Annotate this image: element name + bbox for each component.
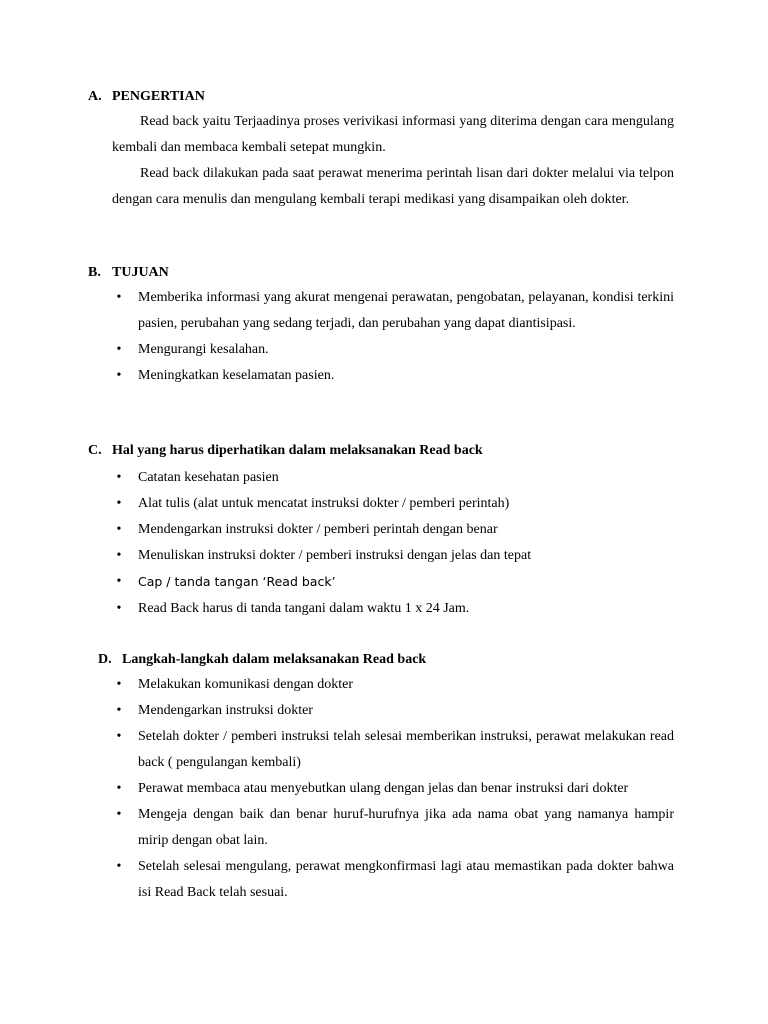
list-item-text: Setelah dokter / pemberi instruksi telah selesai memberikan instruksi, perawat melakukan read back ( pengulangan kembali)	[138, 729, 674, 770]
bullet-icon: •	[116, 574, 122, 589]
list-item	[112, 698, 674, 724]
list-item-text: Memberika informasi yang akurat mengenai perawatan, pengobatan, pelayanan, kondisi terkini pasien, perubahan yang sedang terjadi, dan perubahan yang dapat diantisipasi.	[138, 290, 674, 331]
section-a-paragraph-1: Read back yaitu Terjaadinya proses verivikasi informasi yang diterima dengan cara mengulang kembali dan membaca kembali setepat mungkin.	[112, 114, 674, 155]
section-b-letter: B.	[88, 265, 101, 280]
list-item-text: Catatan kesehatan pasien	[138, 470, 279, 485]
bullet-icon: •	[116, 677, 122, 692]
bullet-icon: •	[116, 368, 122, 383]
section-c-title: Hal yang harus diperhatikan dalam melaksanakan Read back	[112, 443, 483, 458]
list-item-text: Mendengarkan instruksi dokter / pemberi perintah dengan benar	[138, 522, 498, 537]
list-item-text: Melakukan komunikasi dengan dokter	[138, 677, 354, 692]
list-item-text: Mengurangi kesalahan.	[138, 342, 269, 357]
section-a-heading	[88, 87, 205, 107]
section-a-paragraph-2: Read back dilakukan pada saat perawat menerima perintah lisan dari dokter melalui via telpon dengan cara menulis dan mengulang kembali terapi medikasi yang disampaikan oleh dokter.	[112, 166, 674, 207]
section-d-heading	[98, 650, 426, 670]
list-item-text: Read Back harus di tanda tangani dalam waktu 1 x 24 Jam.	[138, 601, 470, 616]
list-item-text: Perawat membaca atau menyebutkan ulang dengan jelas dan benar instruksi dari dokter	[138, 781, 629, 796]
list-item	[112, 543, 674, 569]
bullet-icon: •	[116, 601, 122, 616]
list-item	[112, 337, 674, 363]
section-b-list	[112, 285, 674, 389]
section-a-title: PENGERTIAN	[112, 89, 205, 104]
bullet-icon: •	[116, 859, 122, 874]
list-item-text: Menuliskan instruksi dokter / pemberi instruksi dengan jelas dan tepat	[138, 548, 532, 563]
section-b-heading	[88, 263, 169, 283]
section-d-title: Langkah-langkah dalam melaksanakan Read back	[122, 652, 427, 667]
list-item-text: Alat tulis (alat untuk mencatat instruksi dokter / pemberi perintah)	[138, 496, 510, 511]
list-item	[112, 724, 674, 776]
section-a-letter: A.	[88, 89, 102, 104]
bullet-icon: •	[116, 703, 122, 718]
section-c-heading	[88, 441, 483, 461]
list-item	[112, 569, 674, 596]
bullet-icon: •	[116, 729, 122, 744]
bullet-icon: •	[116, 548, 122, 563]
list-item-text: Cap / tanda tangan ‘Read back’	[138, 574, 336, 589]
list-item	[112, 517, 674, 543]
list-item	[112, 802, 674, 854]
list-item	[112, 596, 674, 622]
section-d-list	[112, 672, 674, 906]
list-item	[112, 854, 674, 906]
section-c-list	[112, 465, 674, 622]
list-item	[112, 465, 674, 491]
section-b-title: TUJUAN	[112, 265, 169, 280]
section-d-letter: D.	[98, 652, 112, 667]
section-c-letter: C.	[88, 443, 102, 458]
bullet-icon: •	[116, 470, 122, 485]
list-item	[112, 491, 674, 517]
bullet-icon: •	[116, 522, 122, 537]
list-item-text: Mendengarkan instruksi dokter	[138, 703, 313, 718]
list-item	[112, 363, 674, 389]
bullet-icon: •	[116, 290, 122, 305]
bullet-icon: •	[116, 496, 122, 511]
list-item	[112, 672, 674, 698]
bullet-icon: •	[116, 781, 122, 796]
list-item-text: Setelah selesai mengulang, perawat mengkonfirmasi lagi atau memastikan pada dokter bahwa isi Read Back telah sesuai.	[138, 859, 674, 900]
bullet-icon: •	[116, 807, 122, 822]
list-item	[112, 776, 674, 802]
bullet-icon: •	[116, 342, 122, 357]
list-item-text: Meningkatkan keselamatan pasien.	[138, 368, 335, 383]
list-item-text: Mengeja dengan baik dan benar huruf-hurufnya jika ada nama obat yang namanya hampir mirip dengan obat lain.	[138, 807, 674, 848]
list-item	[112, 285, 674, 337]
